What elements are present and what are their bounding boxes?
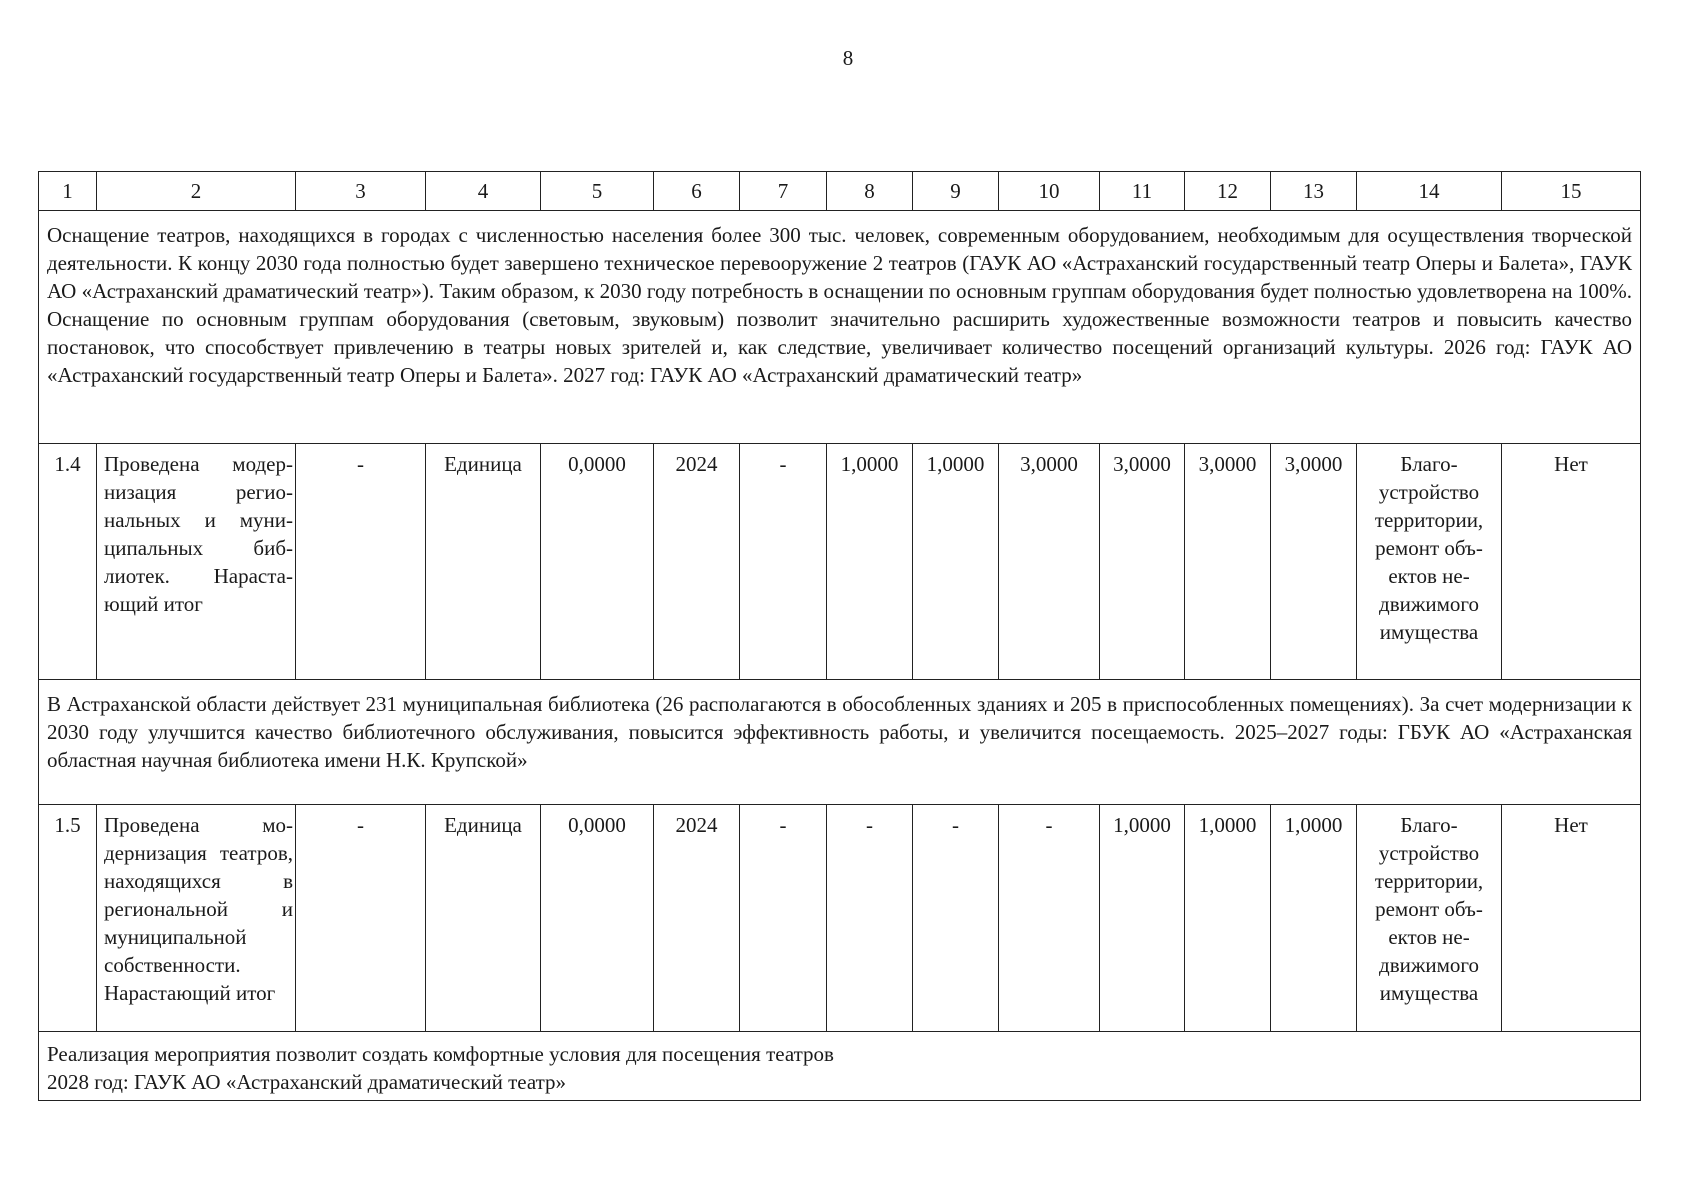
result-cell: Благоустройство территории, ремонт объектов недвижимого имущества [1357, 444, 1502, 680]
table-cell: - [740, 444, 827, 680]
description-line: Реализация мероприятия позволит создать комфортные условия для посещения театров [47, 1042, 834, 1066]
indicators-table [38, 171, 1641, 1101]
flag-cell: Нет [1502, 444, 1641, 680]
header-cell: 7 [740, 172, 827, 211]
value-cell: - [913, 805, 999, 1032]
base-year-cell: 2024 [654, 444, 740, 680]
value-cell: 3,0000 [1100, 444, 1185, 680]
description-row [39, 1032, 1641, 1101]
header-cell: 14 [1357, 172, 1502, 211]
value-cell: 1,0000 [1271, 805, 1357, 1032]
value-cell: 1,0000 [913, 444, 999, 680]
header-cell: 12 [1185, 172, 1271, 211]
unit-cell: Единица [426, 444, 541, 680]
value-cell: 1,0000 [827, 444, 913, 680]
value-cell: 1,0000 [1185, 805, 1271, 1032]
row-number: 1.5 [39, 805, 97, 1032]
description-text [39, 1032, 1641, 1101]
table-row [39, 805, 1641, 1032]
result-cell: Благоустройство территории, ремонт объектов недвижимого имущества [1357, 805, 1502, 1032]
header-cell: 3 [296, 172, 426, 211]
page-number: 8 [842, 46, 854, 70]
value-cell: - [999, 805, 1100, 1032]
base-value-cell: 0,0000 [541, 444, 654, 680]
table-cell: - [296, 444, 426, 680]
value-cell: 1,0000 [1100, 805, 1185, 1032]
row-number: 1.4 [39, 444, 97, 680]
header-cell: 4 [426, 172, 541, 211]
unit-cell: Единица [426, 805, 541, 1032]
value-cell: 3,0000 [1271, 444, 1357, 680]
header-cell: 2 [97, 172, 296, 211]
base-year-cell: 2024 [654, 805, 740, 1032]
table-cell: - [740, 805, 827, 1032]
indicator-name: Проведена модернизация региональных и муниципальных библиотек. Нарастающий итог [97, 444, 296, 680]
header-cell: 6 [654, 172, 740, 211]
table-row [39, 444, 1641, 680]
header-cell: 5 [541, 172, 654, 211]
indicator-name: Проведена модернизация театров, находящихся в региональной и муниципальной собственности. Нарастающий итог [97, 805, 296, 1032]
header-cell: 10 [999, 172, 1100, 211]
header-cell: 15 [1502, 172, 1641, 211]
description-text: Оснащение театров, находящихся в городах с численностью населения более 300 тыс. человек, современным оборудованием, необходимым для осуществления творческой деятельности. К концу 2030 года полностью будет завершено техническое перевооружение 2 театров (ГАУК АО «Астраханский государственный театр Оперы и Балета», ГАУК АО «Астраханский драматический театр»). Таким образом, к 2030 году потребность в оснащении по основным группам оборудования будет полностью удовлетворена на 100%. Оснащение по основным группам оборудования (световым, звуковым) позволит значительно расширить художественные возможности театров и повысить качество постановок, что способствует привлечению в театры новых зрителей и, как следствие, увеличивает количество посещений организаций культуры. 2026 год: ГАУК АО «Астраханский государственный театр Оперы и Балета». 2027 год: ГАУК АО «Астраханский драматический театр» [39, 211, 1641, 444]
header-cell: 13 [1271, 172, 1357, 211]
value-cell: - [827, 805, 913, 1032]
description-line: 2028 год: ГАУК АО «Астраханский драматический театр» [47, 1070, 567, 1094]
header-cell: 1 [39, 172, 97, 211]
header-row [39, 172, 1641, 211]
flag-cell: Нет [1502, 805, 1641, 1032]
description-row [39, 211, 1641, 444]
description-text: В Астраханской области действует 231 муниципальная библиотека (26 располагаются в обособленных зданиях и 205 в приспособленных помещениях). За счет модернизации к 2030 году улучшится качество библиотечного обслуживания, повысится эффективность работы, и увеличится посещаемость. 2025–2027 годы: ГБУК АО «Астраханская областная научная библиотека имени Н.К. Крупской» [39, 680, 1641, 805]
value-cell: 3,0000 [999, 444, 1100, 680]
table-cell: - [296, 805, 426, 1032]
description-row [39, 680, 1641, 805]
base-value-cell: 0,0000 [541, 805, 654, 1032]
header-cell: 11 [1100, 172, 1185, 211]
header-cell: 9 [913, 172, 999, 211]
header-cell: 8 [827, 172, 913, 211]
value-cell: 3,0000 [1185, 444, 1271, 680]
